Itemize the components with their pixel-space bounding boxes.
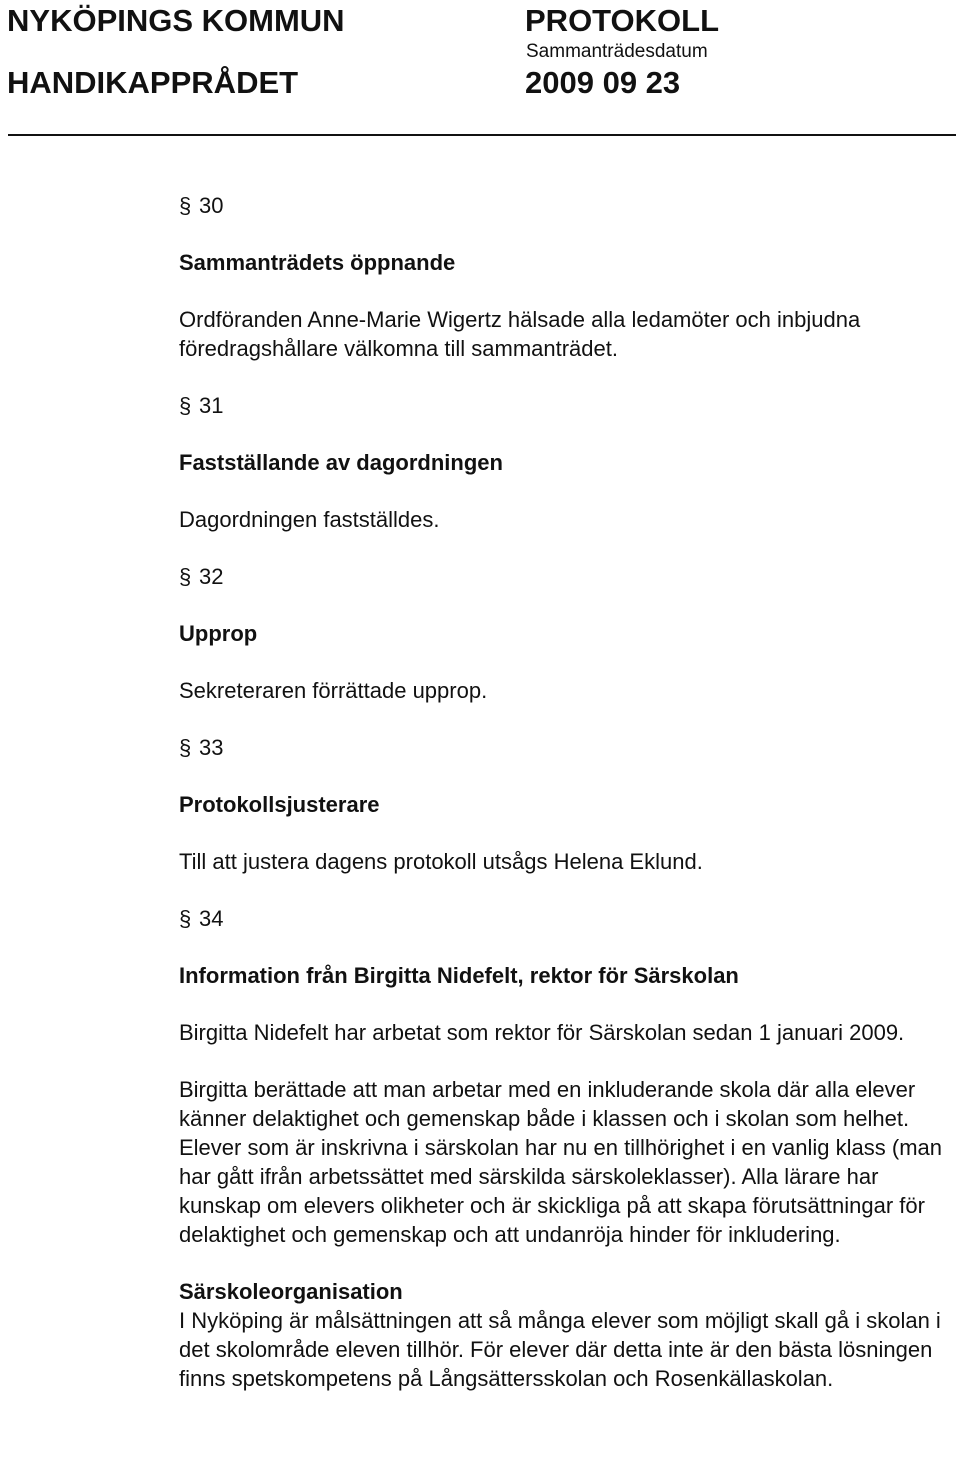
section-title: Information från Birgitta Nidefelt, rektor för Särskolan [179, 963, 739, 988]
council-name: HANDIKAPPRÅDET [7, 65, 299, 100]
section-paragraph: Sekreteraren förrättade upprop. [179, 678, 488, 703]
section-title: Protokollsjusterare [179, 792, 380, 817]
section-number: § 34 [179, 906, 224, 931]
subsection-text: I Nyköping är målsättningen att så många elever som möjligt skall gå i skolan i det skolområde eleven tillhör. För elever där detta inte är den bästa lösningen finns spetskompetens på Långsättersskolan och Rosenkällaskolan. [179, 1308, 941, 1391]
section-title: Upprop [179, 621, 258, 646]
paragraph-symbol: § [179, 193, 192, 218]
section-33 [179, 733, 949, 876]
section-number: § 30 [179, 193, 224, 218]
section-paragraph: Birgitta berättade att man arbetar med en inkluderande skola där alla elever känner delaktighet och gemenskap både i klassen och i skolan som helhet. Elever som är inskrivna i särskolan har nu en tillhörighet i en vanlig klass (man har gått ifrån arbetssättet med särskilda särskoleklasser). Alla lärare har kunskap om elevers olikheter och är skickliga på att skapa förutsättningar för delaktighet och gemenskap och att undanröja hinder för inkludering. [179, 1077, 943, 1247]
subsection-title: Särskoleorganisation [179, 1279, 403, 1304]
section-32 [179, 562, 949, 705]
section-paragraph: Birgitta Nidefelt har arbetat som rektor för Särskolan sedan 1 januari 2009. [179, 1020, 905, 1045]
meeting-date: 2009 09 23 [525, 65, 681, 100]
paragraph-symbol: § [179, 906, 192, 931]
paragraph-symbol: § [179, 735, 192, 760]
section-paragraph: Dagordningen fastställdes. [179, 507, 440, 532]
section-number: § 31 [179, 393, 224, 418]
protocol-body [179, 191, 949, 1393]
section-30 [179, 191, 949, 363]
section-number: § 33 [179, 735, 224, 760]
paragraph-symbol: § [179, 393, 192, 418]
section-paragraph: Till att justera dagens protokoll utsågs Helena Eklund. [179, 849, 703, 874]
document-type: PROTOKOLL [525, 3, 720, 38]
paragraph-symbol: § [179, 564, 192, 589]
municipality-name: NYKÖPINGS KOMMUN [7, 3, 345, 38]
section-31 [179, 391, 949, 534]
section-34 [179, 904, 949, 1393]
header-divider [8, 134, 956, 136]
section-title: Sammanträdets öppnande [179, 250, 456, 275]
section-paragraph: Ordföranden Anne-Marie Wigertz hälsade alla ledamöter och inbjudna föredragshållare välkomna till sammanträdet. [179, 307, 861, 361]
section-title: Fastställande av dagordningen [179, 450, 503, 475]
section-number: § 32 [179, 564, 224, 589]
meeting-date-label: Sammanträdesdatum [526, 41, 708, 62]
